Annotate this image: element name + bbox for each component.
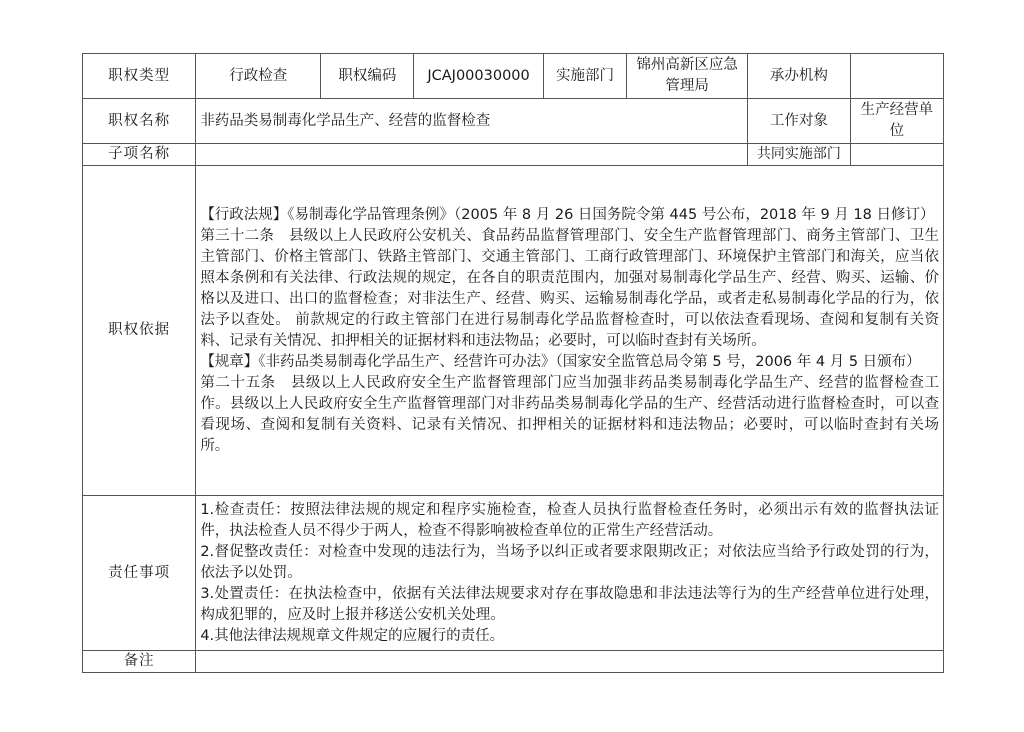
row-legal-basis [83, 166, 944, 496]
label-responsibility: 责任事项 [83, 496, 196, 651]
basis-rule-title: 【规章】《非药品类易制毒化学品生产、经营许可办法》（国家安全监管总局令第 5 号，2006 年 4 月 5 日颁布） [200, 353, 921, 370]
label-implementing-dept: 实施部门 [543, 54, 627, 99]
responsibility-item-1: 1.检查责任：按照法律法规的规定和程序实施检查，检查人员执行监督检查任务时，必须出示有效的监督执法证件，执法检查人员不得少于两人，检查不得影响被检查单位的正常生产经营活动。 [200, 501, 939, 539]
label-authority-name: 职权名称 [83, 99, 196, 144]
value-work-target: 生产经营单位 [850, 99, 943, 144]
row-type-code [83, 54, 944, 99]
label-authority-code: 职权编码 [321, 54, 414, 99]
value-authority-code: JCAJ00030000 [414, 54, 543, 99]
label-handling-agency: 承办机构 [748, 54, 851, 99]
row-remarks [83, 651, 944, 673]
basis-article-32: 第三十二条 县级以上人民政府公安机关、食品药品监督管理部门、安全生产监督管理部门、商务主管部门、卫生主管部门、价格主管部门、铁路主管部门、交通主管部门、工商行政管理部门、环境保护主管部门和海关，应当依照本条例和有关法律、行政法规的规定，在各自的职责范围内，加强对易制毒化学品生产、经营、购买、运输、价格以及进口、出口的监督检查；对非法生产、经营、购买、运输易制毒化学品，或者走私易制毒化学品的行为，依法予以查处。 前款规定的行政主管部门在进行易制毒化学品监督检查时，可以依法查看现场、查阅和复制有关资料、记录有关情况、扣押相关的证据材料和违法物品；必要时，可以临时查封有关场所。 [200, 227, 939, 349]
responsibility-item-4: 4.其他法律法规规章文件规定的应履行的责任。 [200, 627, 505, 644]
label-sub-item: 子项名称 [83, 144, 196, 166]
row-sub-item [83, 144, 944, 166]
label-remarks: 备注 [83, 651, 196, 673]
responsibility-item-2: 2.督促整改责任：对检查中发现的违法行为，当场予以纠正或者要求限期改正；对依法应当给予行政处罚的行为，依法予以处罚。 [200, 543, 939, 581]
basis-article-25: 第二十五条 县级以上人民政府安全生产监督管理部门应当加强非药品类易制毒化学品生产、经营的监督检查工作。县级以上人民政府安全生产监督管理部门对非药品类易制毒化学品的生产、经营活动进行监督检查时，可以查看现场、查阅和复制有关资料、记录有关情况、扣押相关的证据材料和违法物品；必要时，可以临时查封有关场所。 [200, 374, 939, 454]
value-authority-name: 非药品类易制毒化学品生产、经营的监督检查 [196, 99, 748, 144]
value-handling-agency [850, 54, 943, 99]
responsibility-item-3: 3.处置责任：在执法检查中，依据有关法律法规要求对存在事故隐患和非法违法等行为的生产经营单位进行处理，构成犯罪的，应及时上报并移送公安机关处理。 [200, 585, 939, 623]
basis-regulation-title: 【行政法规】《易制毒化学品管理条例》（2005 年 8 月 26 日国务院令第 445 号公布，2018 年 9 月 18 日修订） [200, 206, 935, 223]
responsibility-content [196, 496, 944, 651]
label-legal-basis: 职权依据 [83, 166, 196, 496]
label-work-target: 工作对象 [748, 99, 851, 144]
value-joint-dept [850, 144, 943, 166]
value-remarks [196, 651, 944, 673]
label-joint-dept: 共同实施部门 [748, 144, 851, 166]
authority-table [82, 53, 944, 673]
value-sub-item [196, 144, 748, 166]
row-responsibility [83, 496, 944, 651]
label-authority-type: 职权类型 [83, 54, 196, 99]
value-authority-type: 行政检查 [196, 54, 321, 99]
value-implementing-dept: 锦州高新区应急管理局 [627, 54, 748, 99]
row-name-target [83, 99, 944, 144]
legal-basis-content [196, 166, 944, 496]
